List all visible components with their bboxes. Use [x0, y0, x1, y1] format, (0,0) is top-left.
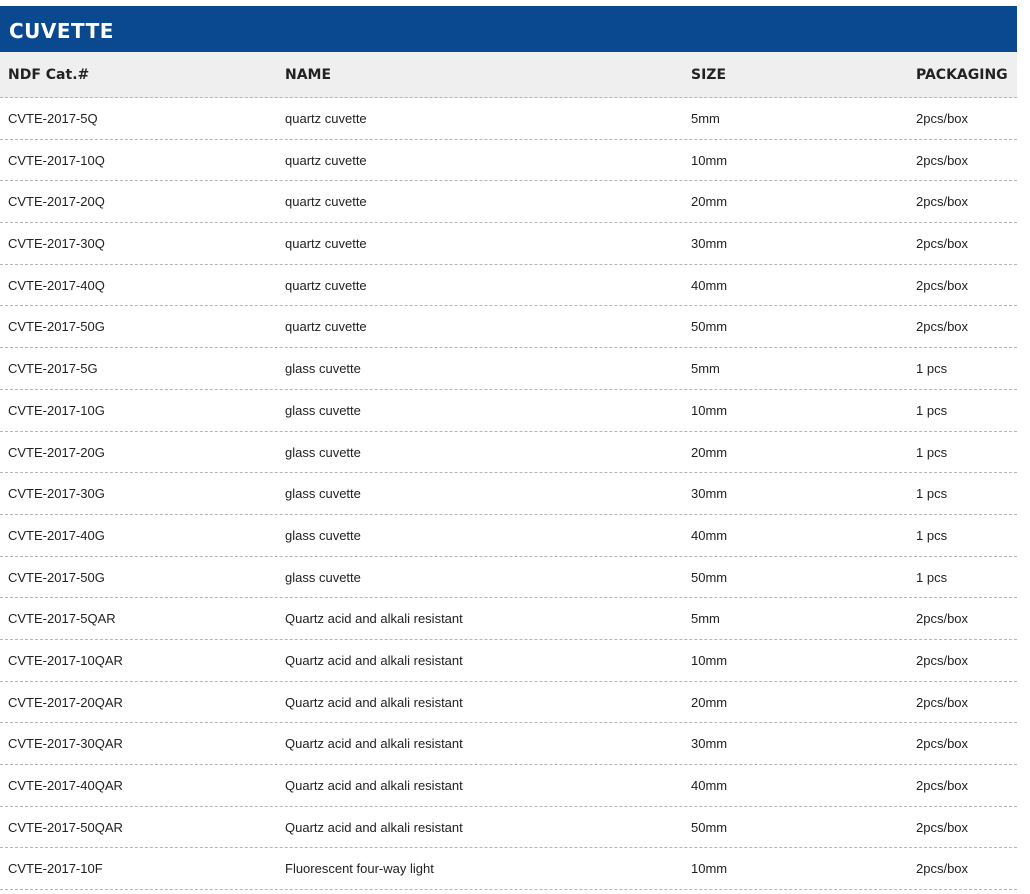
table-row — [0, 515, 1017, 557]
table-row — [0, 765, 1017, 807]
size-cell: 10mm — [691, 152, 728, 168]
packaging-cell: 2pcs/box — [916, 736, 969, 752]
table-row — [0, 265, 1017, 307]
name-cell: glass cuvette — [285, 361, 361, 377]
table-row — [0, 682, 1017, 724]
table-row — [0, 640, 1017, 682]
name-cell: Quartz acid and alkali resistant — [285, 694, 463, 710]
size-cell: 20mm — [691, 694, 728, 710]
name-cell: quartz cuvette — [285, 319, 367, 335]
packaging-cell: 2pcs/box — [916, 152, 969, 168]
size-cell: 40mm — [691, 527, 728, 543]
cat-number-cell: CVTE-2017-40Q — [8, 277, 105, 293]
name-cell: glass cuvette — [285, 527, 361, 543]
table-row — [0, 723, 1017, 765]
table-row — [0, 181, 1017, 223]
name-cell: glass cuvette — [285, 402, 361, 418]
packaging-cell: 2pcs/box — [916, 236, 969, 252]
table-row — [0, 557, 1017, 599]
cat-number-cell: CVTE-2017-40G — [8, 527, 105, 543]
size-cell: 20mm — [691, 194, 728, 210]
table-row — [0, 140, 1017, 182]
cat-number-cell: CVTE-2017-5QAR — [8, 611, 116, 627]
table-body — [0, 98, 1017, 890]
name-cell: quartz cuvette — [285, 194, 367, 210]
packaging-cell: 2pcs/box — [916, 111, 969, 126]
packaging-cell: 1 pcs — [916, 444, 948, 460]
cat-number-cell: CVTE-2017-20G — [8, 444, 105, 460]
cat-number-cell: CVTE-2017-20Q — [8, 194, 105, 210]
packaging-cell: 2pcs/box — [916, 778, 969, 793]
name-cell: quartz cuvette — [285, 152, 367, 168]
size-cell: 30mm — [691, 236, 728, 252]
table-title: CUVETTE — [0, 6, 1017, 52]
size-cell: 20mm — [691, 444, 728, 460]
cat-number-cell: CVTE-2017-50G — [8, 319, 105, 335]
cat-number-cell: CVTE-2017-10Q — [8, 152, 105, 168]
table-row — [0, 306, 1017, 348]
header-name: NAME — [285, 67, 332, 83]
name-cell: Quartz acid and alkali resistant — [285, 736, 463, 752]
cat-number-cell: CVTE-2017-20QAR — [8, 694, 123, 710]
size-cell: 10mm — [691, 861, 728, 877]
header-cat-number: NDF Cat.# — [8, 67, 90, 83]
name-cell: quartz cuvette — [285, 236, 367, 252]
size-cell: 5mm — [691, 111, 720, 126]
cat-number-cell: CVTE-2017-10QAR — [8, 652, 123, 668]
packaging-cell: 1 pcs — [916, 486, 948, 502]
size-cell: 30mm — [691, 736, 728, 752]
packaging-cell: 2pcs/box — [916, 861, 969, 877]
cat-number-cell: CVTE-2017-30QAR — [8, 736, 123, 752]
cat-number-cell: CVTE-2017-5Q — [8, 111, 98, 126]
cat-number-cell: CVTE-2017-10F — [8, 861, 103, 877]
packaging-cell: 1 pcs — [916, 527, 948, 543]
packaging-cell: 2pcs/box — [916, 694, 969, 710]
name-cell: quartz cuvette — [285, 277, 367, 293]
table-row — [0, 848, 1017, 890]
table-row — [0, 473, 1017, 515]
size-cell: 10mm — [691, 652, 728, 668]
table-header-row — [0, 52, 1017, 98]
packaging-cell: 2pcs/box — [916, 611, 969, 627]
name-cell: Fluorescent four-way light — [285, 861, 434, 877]
packaging-cell: 1 pcs — [916, 402, 948, 418]
name-cell: Quartz acid and alkali resistant — [285, 778, 463, 793]
packaging-cell: 2pcs/box — [916, 652, 969, 668]
name-cell: glass cuvette — [285, 486, 361, 502]
cat-number-cell: CVTE-2017-50QAR — [8, 819, 123, 835]
cat-number-cell: CVTE-2017-30G — [8, 486, 105, 502]
table-row — [0, 348, 1017, 390]
header-packaging: PACKAGING — [916, 67, 1008, 83]
size-cell: 50mm — [691, 319, 728, 335]
product-table — [0, 6, 1017, 890]
size-cell: 40mm — [691, 778, 728, 793]
name-cell: glass cuvette — [285, 444, 361, 460]
packaging-cell: 2pcs/box — [916, 319, 969, 335]
cat-number-cell: CVTE-2017-50G — [8, 569, 105, 585]
header-size: SIZE — [691, 67, 727, 83]
name-cell: Quartz acid and alkali resistant — [285, 652, 463, 668]
name-cell: quartz cuvette — [285, 111, 367, 126]
size-cell: 5mm — [691, 361, 720, 377]
packaging-cell: 2pcs/box — [916, 277, 969, 293]
size-cell: 5mm — [691, 611, 720, 627]
name-cell: Quartz acid and alkali resistant — [285, 819, 463, 835]
packaging-cell: 2pcs/box — [916, 194, 969, 210]
size-cell: 40mm — [691, 277, 728, 293]
packaging-cell: 2pcs/box — [916, 819, 969, 835]
packaging-cell: 1 pcs — [916, 361, 948, 377]
name-cell: Quartz acid and alkali resistant — [285, 611, 463, 627]
packaging-cell: 1 pcs — [916, 569, 948, 585]
table-row — [0, 598, 1017, 640]
size-cell: 10mm — [691, 402, 728, 418]
size-cell: 30mm — [691, 486, 728, 502]
size-cell: 50mm — [691, 819, 728, 835]
table-row — [0, 98, 1017, 140]
table-row — [0, 432, 1017, 474]
table-row — [0, 223, 1017, 265]
table-row — [0, 390, 1017, 432]
cat-number-cell: CVTE-2017-10G — [8, 402, 105, 418]
cat-number-cell: CVTE-2017-40QAR — [8, 778, 123, 793]
table-row — [0, 807, 1017, 849]
name-cell: glass cuvette — [285, 569, 361, 585]
cat-number-cell: CVTE-2017-30Q — [8, 236, 105, 252]
size-cell: 50mm — [691, 569, 728, 585]
cat-number-cell: CVTE-2017-5G — [8, 361, 98, 377]
